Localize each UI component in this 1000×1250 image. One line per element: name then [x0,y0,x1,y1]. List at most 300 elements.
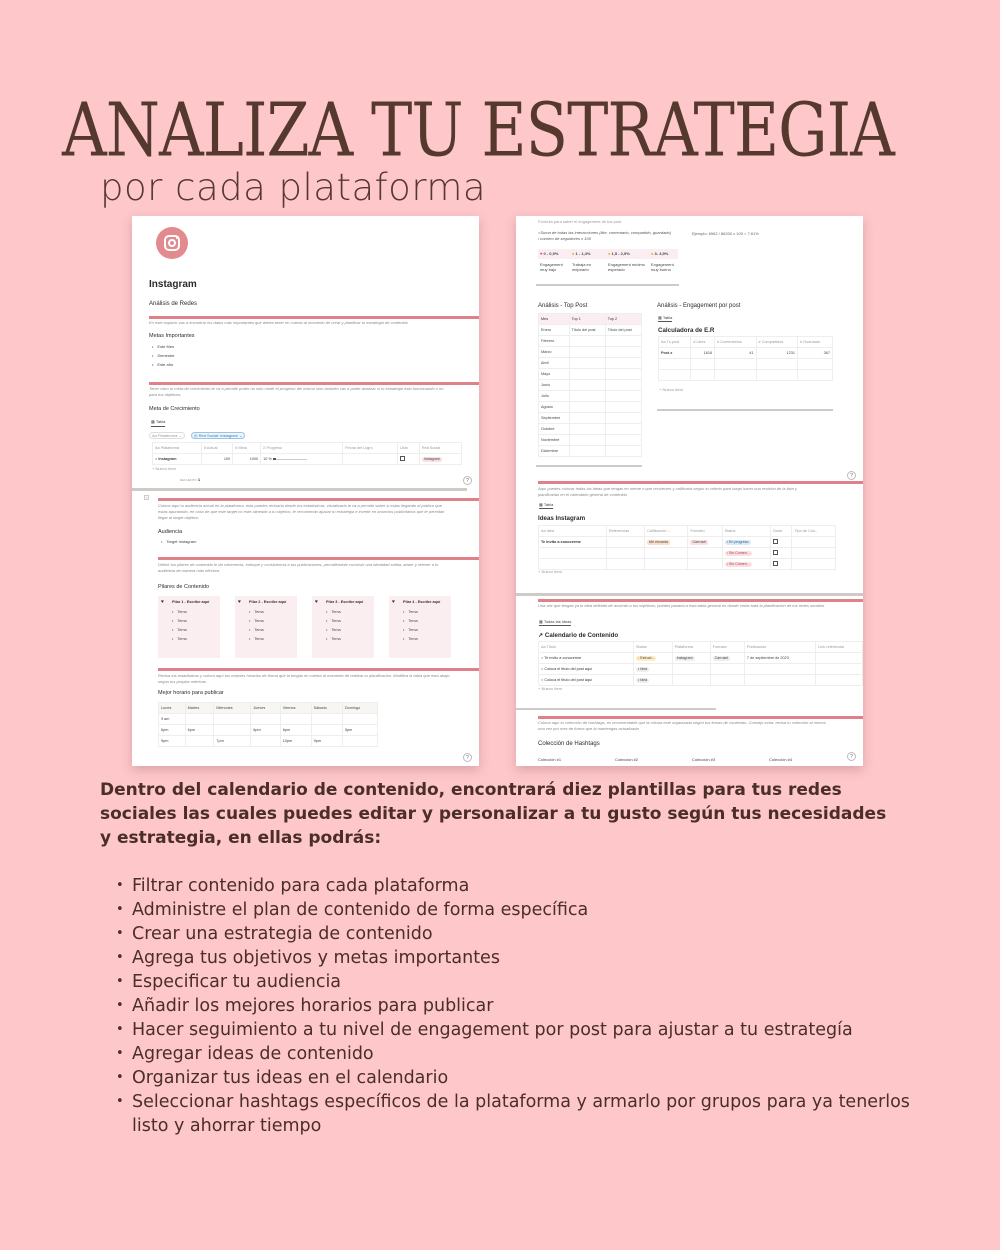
top-post-cell[interactable] [605,391,641,402]
table-row[interactable] [659,359,833,370]
top-post-cell[interactable] [605,435,641,446]
col-header: Top 1 [569,314,605,325]
tab-tabla[interactable]: ▦ Tabla [539,502,554,507]
time-cell[interactable] [342,736,377,747]
top-post-cell[interactable] [605,347,641,358]
progress-fill [273,458,276,460]
calculator-title: Calculadora de E.R [658,327,715,334]
tab-label: Tabla [155,419,166,424]
col-header: Referencias [606,526,644,537]
calendar-table [538,641,863,686]
top-post-table [538,313,642,457]
day-header: Martes [185,703,214,714]
pillar-topic: • Tema [326,626,341,635]
table-row[interactable] [539,446,642,457]
status-tag[interactable]: • Idea [638,677,648,682]
col-header: # Guardado [797,337,832,348]
schedule-title: Mejor horario para publicar [158,690,224,696]
hashtag-collection[interactable]: Colección #1 [538,757,562,762]
col-header: Red Social [419,443,461,454]
table-row[interactable] [539,537,836,548]
engagement-levels [538,249,678,276]
day-header: Domingo [342,703,377,714]
tab-label: Todas las ideas [543,619,572,624]
growth-table [152,442,462,465]
circle-icon: ○ [541,667,544,671]
table-row[interactable] [539,347,642,358]
table-row[interactable] [539,424,642,435]
level-range [608,251,630,256]
tab-all-ideas[interactable]: ▦ Todas las ideas [539,619,572,624]
goal-item[interactable]: • Este año [152,362,173,367]
formula-title: Fórmula para saber el engagement de tus post [538,219,622,224]
divider [149,316,479,319]
divider [538,599,863,602]
comments-cell[interactable]: 41 [715,348,756,359]
hashtag-note: Coloca aquí tu colección de hashtags, es recomendable que la misma este organizada según tus temas de contenido. Consejo extra: revisa tu colección al menos una vez por mes de forma que la mantengas actualizada [538,720,826,731]
month-cell: Noviembre [539,435,570,446]
dot-icon: ● [608,251,611,256]
col-header: # Likes [691,337,715,348]
features-list [114,874,914,1138]
col-header: # Meta [233,443,261,454]
add-block-icon[interactable]: + [145,495,148,500]
feature-item: • Añadir los mejores horarios para publicar [114,994,914,1018]
col-header: Publicación [744,642,815,653]
table-row[interactable] [539,664,863,675]
day-header: Viernes [280,703,311,714]
time-cell[interactable]: 9pm [159,736,186,747]
new-item-button[interactable]: + Nuevo ítem [538,686,562,691]
top-post-cell[interactable] [605,402,641,413]
shares-cell[interactable]: 1231 [756,348,797,359]
hashtag-collection[interactable]: Colección #2 [615,757,639,762]
dot-icon: ● [651,251,654,256]
table-row[interactable] [539,675,863,686]
month-cell: Mayo [539,369,570,380]
col-header: Fecha del Logro [343,443,398,454]
day-header: Miércoles [214,703,251,714]
pillar-card[interactable] [235,596,297,658]
day-header: Jueves [251,703,281,714]
ideas-table [538,525,836,570]
table-row[interactable] [539,380,642,391]
schedule-note: Revisa tus estadísticas y coloca aquí tus mejores horarios de forma que la tengas en cuenta al momento de realizar tu planificación. Modifica la tabla que esta abajo según tus propias métricas. [158,673,450,684]
level-label: Engagement mínimo esperado [608,262,645,272]
heart-icon: ♥ [161,599,164,605]
col-header: Done [771,526,792,537]
pillar-card[interactable] [389,596,451,658]
help-button[interactable]: ? [847,471,856,480]
tab-label: Tabla [543,502,554,507]
col-header: Aa Idea [539,526,607,537]
new-item-button[interactable]: + Nuevo ítem [538,569,562,574]
growth-title: Meta de Crecimiento [149,406,200,412]
help-button[interactable]: ? [463,753,472,762]
time-cell[interactable]: 7pm [214,736,251,747]
pillar-title: Pilar 1 - Escribe aquí [172,600,210,604]
divider [538,481,863,484]
heart-icon: ♥ [238,599,241,605]
status-label: Idea [640,677,648,682]
top-post-cell[interactable]: Título del post [605,325,641,336]
table-row[interactable] [539,358,642,369]
done-checkbox[interactable] [771,537,792,548]
progress-label: 10 % [263,457,272,461]
table-row[interactable] [539,653,863,664]
top-post-cell[interactable] [569,369,605,380]
month-cell: Abril [539,358,570,369]
engagement-page-screenshot [516,216,863,766]
engagement-title: Análisis - Engagement por post [657,303,741,309]
top-post-cell[interactable] [569,358,605,369]
pillar-topic: • Tema [249,635,264,644]
status-label: Sin Comen... [728,550,750,555]
top-post-cell[interactable] [605,446,641,457]
status-label: Sin Comen... [728,561,750,566]
tab-tabla[interactable]: ▦ Tabla [151,419,165,427]
status-tag[interactable]: • Idea [638,666,648,671]
top-post-cell[interactable] [569,435,605,446]
section-title: Análisis de Redes [149,301,198,307]
pillar-topic: • Tema [249,626,264,635]
circle-icon: ○ [541,656,544,660]
filter-social[interactable]: ◎ Red Social: Instagram ⌄ [191,432,245,439]
scrollbar[interactable] [516,593,863,596]
hashtags-title: Colección de Hashtags [538,741,600,747]
done-checkbox[interactable] [771,548,792,559]
pillars-title: Pilares de Contenido [158,584,210,590]
col-header: Listo [397,443,419,454]
pillar-topic: • Tema [249,617,264,626]
time-cell[interactable]: 5pm [342,725,377,736]
scrollbar[interactable] [536,465,642,467]
intro-note: En este espacio vas a encontrar los datos más importantes que debes tener en cuenta al momento de crear y planificar tu estrategia de contenido [149,320,408,325]
platform-cell[interactable]: Instagram [158,457,177,461]
top-post-cell[interactable] [569,413,605,424]
col-header: Aa Tu post [659,337,691,348]
description-paragraph: Dentro del calendario de contenido, encontrará diez plantillas para tus redes sociales las cuales puedes editar y personalizar a tu gusto según tus necesidades y estrategia, en ellas podrás: [100,780,887,848]
time-cell[interactable] [251,736,281,747]
time-cell[interactable]: 6pm [159,725,186,736]
pillar-topic: • Tema [403,608,418,617]
status-tag[interactable]: • Sin Comen... [726,550,750,555]
filter-social-label: Red Social: Instagram ⌄ [198,433,243,438]
social-tag: Instagram [423,456,440,461]
month-cell: Septiembre [539,413,570,424]
post-cell[interactable]: Post x [659,348,691,359]
hashtag-collection[interactable]: Colección #4 [769,757,793,762]
link-arrow-icon: ↗ [538,632,544,639]
status-label: Estruct... [640,655,655,660]
goals-title: Metas Importantes [149,333,195,339]
time-cell[interactable]: 6pm [251,725,281,736]
pillar-topic: • Tema [326,635,341,644]
instagram-page-screenshot [132,216,479,766]
date-cell[interactable] [343,454,398,465]
time-cell[interactable] [311,725,342,736]
date-cell[interactable]: 7 de septiembre de 2023 [744,653,815,664]
title-cell[interactable]: Coloca el título del post aquí [544,678,593,682]
instagram-icon [156,227,188,259]
pillar-card[interactable] [158,596,220,658]
level-range [572,251,590,256]
col-header: Status [634,642,673,653]
new-item-button[interactable]: + Nuevo ítem [152,466,176,471]
goal-item[interactable]: • Este Mes [152,344,174,349]
ideas-title: Ideas Instagram [538,515,586,522]
time-cell[interactable] [185,736,214,747]
feature-item: • Filtrar contenido para cada plataforma [114,874,914,898]
calendar-title-label: Calendario de Contenido [544,632,619,639]
top-post-cell[interactable] [605,380,641,391]
audience-title: Audiencia [158,529,183,535]
status-label: En progreso [728,539,749,544]
pillar-title: Pilar 3 - Escribe aquí [326,600,364,604]
day-header: Sábado [311,703,342,714]
goal-item[interactable]: • Semestre [152,353,175,358]
top-post-cell[interactable] [569,402,605,413]
pillar-card[interactable] [312,596,374,658]
filter-platform[interactable]: Aa Plataforma ⌄ [149,432,185,439]
status-tag[interactable]: • En progreso [726,539,749,544]
heart-icon: ♥ [315,599,318,605]
pillar-topic: • Tema [172,626,187,635]
ideas-note: Aquí puedes colocar todas las ideas que tengas en mente o que recolectes y calificarla según tu criterio para luego hacer una revisión de la lista y planificarlas en el calendario general de contenido [538,486,797,497]
feature-item: • Agregar ideas de contenido [114,1042,914,1066]
table-row[interactable] [539,325,642,336]
time-cell[interactable]: 6pm [280,725,311,736]
pillar-title: Pilar 2 - Escribe aquí [249,600,287,604]
level-label: Engagement muy bajo [540,262,563,272]
circle-icon: ○ [541,678,544,682]
calendar-note: Una vez que tengas ya tu idea definida de acuerdo a tus objetivos, puedes pasarla a esta tabla general en donde verás toda la planificación de tus redes sociales [538,603,825,608]
dot-icon: ● [572,251,575,256]
col-header: Aa Título [539,642,634,653]
tab-label: Tabla [662,315,673,320]
done-checkbox[interactable] [771,559,792,570]
count-footer [180,477,200,482]
table-row [159,725,378,736]
level-range-label: 3- 4,9% [654,251,669,256]
divider [158,498,479,501]
top-post-cell[interactable] [569,347,605,358]
hero-subtitle: por cada plataforma [100,166,487,209]
level-range-label: 1 - 1,4% [575,251,591,256]
col-header: Status [722,526,771,537]
top-post-cell[interactable] [605,424,641,435]
progress-cell [261,454,343,465]
new-item-button[interactable]: + Nuevo ítem [659,387,683,392]
col-header: Top 2 [605,314,641,325]
platform-tag[interactable]: Instagram [676,655,693,660]
table-row[interactable] [539,435,642,446]
format-tag[interactable]: Carrusel [714,655,729,660]
feature-item: • Agrega tus objetivos y metas importantes [114,946,914,970]
progress-bar [273,459,307,460]
done-checkbox[interactable] [397,454,419,465]
pillars-note: Definir tus pilares de contenido le da coherencia, enfoque y consistencia a tus publicaciones, permitiéndote construir una identidad sólida, atraer y retener a tu audiencia de manera más efectiva. [158,562,439,573]
actual-cell[interactable]: 100 [201,454,232,465]
table-row[interactable] [539,402,642,413]
level-range [540,251,558,256]
month-cell: Marzo [539,347,570,358]
pillar-topic: • Tema [172,608,187,617]
help-button[interactable]: ? [847,752,856,761]
table-row[interactable] [539,369,642,380]
level-label: Trabaja en mejorarlo [572,262,591,272]
table-row [159,736,378,747]
time-cell[interactable]: 6pm [185,725,214,736]
time-cell[interactable]: 9pm [311,736,342,747]
col-header: Formato [688,526,722,537]
top-post-cell[interactable] [605,369,641,380]
pillar-topic: • Tema [403,626,418,635]
month-cell: Enero [539,325,570,336]
top-post-cell[interactable] [605,358,641,369]
formula-example: Ejemplo: 6562 / 86200 x 100 = 7.61% [692,231,759,236]
month-cell: Agosto [539,402,570,413]
table-row[interactable] [539,336,642,347]
time-cell[interactable] [280,714,311,725]
top-post-cell[interactable]: Título del post [569,325,605,336]
count-label: RECUENTO [180,478,197,482]
pillar-topic: • Tema [172,617,187,626]
table-row[interactable] [539,391,642,402]
format-tag[interactable]: Carrusel [692,539,707,544]
title-cell[interactable]: Te invito a conocerme [544,656,582,660]
table-row[interactable] [153,454,462,465]
heart-icon: ♥ [540,251,543,256]
pillar-topic: • Tema [249,608,264,617]
level-range [651,251,668,256]
level-range-label: 0 - 0,9% [543,251,559,256]
saves-cell[interactable]: 367 [797,348,832,359]
divider [158,668,479,671]
level-label: Engagement muy bueno [651,262,674,272]
table-row [159,714,378,725]
pillar-topic: • Tema [326,617,341,626]
audience-item[interactable]: • Target Instagram [161,539,196,544]
calendar-title [538,632,618,639]
col-header: Link referencial [816,642,863,653]
pillar-topic: • Tema [326,608,341,617]
table-row[interactable] [659,348,833,359]
count-value: 1 [197,477,201,482]
table-row[interactable] [539,559,836,570]
goal-cell[interactable]: 1000 [233,454,261,465]
level-range-label: 1,5 - 2,9% [611,251,630,256]
month-cell: Junio [539,380,570,391]
top-post-title: Análisis - Top Post [538,303,588,309]
feature-item: • Hacer seguimiento a tu nivel de engagement por post para ajustar a tu estrategía [114,1018,914,1042]
time-cell[interactable] [342,714,377,725]
col-header: Aa Plataforma [153,443,202,454]
month-cell: Octubre [539,424,570,435]
table-row[interactable] [539,413,642,424]
likes-cell[interactable]: 1616 [691,348,715,359]
calculator-table [658,336,833,381]
top-post-cell[interactable] [605,336,641,347]
feature-item: • Administre el plan de contenido de forma específica [114,898,914,922]
divider [538,716,863,719]
schedule-table [158,702,378,747]
status-tag[interactable]: • Estruct... [638,655,655,660]
audience-note: Coloca aquí tu audiencia actual en la plataforma, esta puedes revisarla desde tus estadísticas, visualizarla te va a permitir saber si estas llegando al público que estas apuntando, en caso de que este target no este alineado a tu objetivo, te recomiendo ajustar tu estrategia e invertir en anuncios publicitarios que te permitan llegar al target objetivo. [158,503,445,520]
hashtag-collection[interactable]: Colección #3 [692,757,716,762]
table-row[interactable] [659,370,833,381]
col-header: # Compartidos [756,337,797,348]
time-cell[interactable] [251,714,281,725]
pillar-title: Pilar 4 - Escribe aquí [403,600,441,604]
feature-item: • Crear una estrategia de contenido [114,922,914,946]
col-header: Mes [539,314,570,325]
col-header: Calificación ... [645,526,688,537]
scrollbar[interactable] [536,284,679,286]
idea-cell[interactable]: Te invito a conocerme [539,537,607,548]
title-cell[interactable]: Coloca el título del post aquí [544,667,593,671]
time-cell[interactable] [311,714,342,725]
instagram-dot-icon: ● [155,457,158,461]
feature-item: • Seleccionar hashtags específicos de la plataforma y armarlo por grupos para ya tenerlos listo y ahorrar tiempo [114,1090,914,1138]
heart-icon: ♥ [392,599,395,605]
pillar-topic: • Tema [403,617,418,626]
day-header: Lunes [159,703,186,714]
time-cell[interactable] [185,714,214,725]
col-header: # Actual [201,443,232,454]
time-cell[interactable]: 10pm [280,736,311,747]
rating-tag[interactable]: Me encanta [649,539,668,544]
feature-item: • Organizar tus ideas en el calendario [114,1066,914,1090]
top-post-cell[interactable] [569,380,605,391]
hero-title: ANALIZA TU ESTRATEGIA [62,86,894,174]
month-cell: Julio [539,391,570,402]
divider [149,382,479,385]
top-post-cell[interactable] [569,336,605,347]
col-header: # Comentarios [715,337,756,348]
formula-text: =Suma de todas las interacciones (like, comentario, compartido, guardado) / número de seguidores x 100 [538,230,672,241]
time-cell[interactable] [214,725,251,736]
scrollbar[interactable] [516,708,716,710]
divider [158,557,479,560]
col-header: Formato [710,642,744,653]
table-row[interactable] [539,548,836,559]
pillar-topic: • Tema [403,635,418,644]
scrollbar[interactable] [132,488,467,491]
status-tag[interactable]: • Sin Comen... [726,561,750,566]
time-cell[interactable] [214,714,251,725]
month-cell: Diciembre [539,446,570,457]
top-post-cell[interactable] [569,391,605,402]
month-cell: Febrero [539,336,570,347]
col-header: Plataforma [672,642,710,653]
col-header: Tipo de Con... [792,526,836,537]
page-title: Instagram [149,279,197,290]
pillar-topic: • Tema [172,635,187,644]
top-post-cell[interactable] [605,413,641,424]
status-label: Idea [640,666,648,671]
tab-tabla[interactable]: ▦ Tabla [658,315,673,320]
time-cell[interactable]: 9 am [159,714,186,725]
top-post-cell[interactable] [569,446,605,457]
scrollbar[interactable] [657,409,833,411]
feature-item: • Especificar tu audiencia [114,970,914,994]
col-header: Σ Progreso [261,443,343,454]
help-button[interactable]: ? [463,476,472,485]
growth-note: Tener claro tu meta de crecimiento te va a permitir poder no sólo medir el progreso del mismo sino también vas a poder analizar si tu estrategia esta funcionando o no para tus objetivos. [149,386,444,397]
top-post-cell[interactable] [569,424,605,435]
social-cell[interactable] [419,454,461,465]
